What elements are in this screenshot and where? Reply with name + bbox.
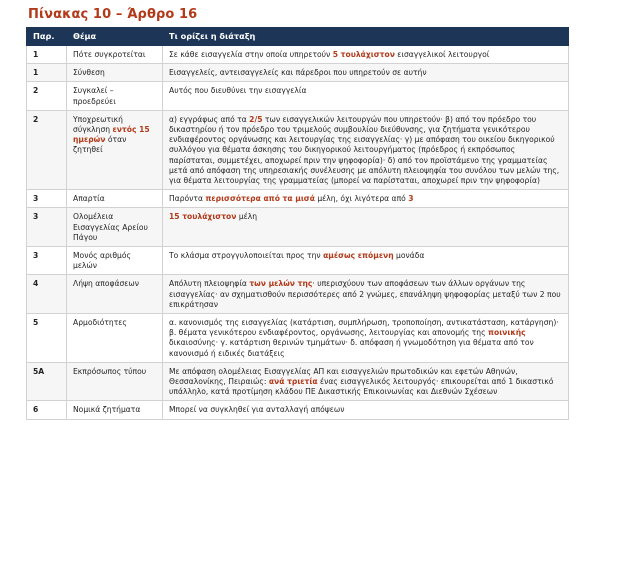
text-segment: Νομικά ζητήματα xyxy=(73,405,141,415)
text-segment: δικαιοσύνης· γ. κατάρτιση θερινών τμημάτων· δ. απόφαση ή γνωμοδότηση για θέματα από τον κανονισμό ή ειδικές διατάξεις xyxy=(169,338,534,358)
cell-topic xyxy=(67,46,163,64)
text-segment: μονάδα xyxy=(393,251,425,261)
cell-par: 5 xyxy=(27,314,67,363)
cell-par: 2 xyxy=(27,110,67,189)
highlighted-text: 15 τουλάχιστον xyxy=(169,212,237,222)
cell-provision xyxy=(163,110,569,189)
highlighted-text: 2/5 xyxy=(249,114,263,124)
cell-topic xyxy=(67,190,163,208)
text-segment: Με απόφαση ολομέλειας Εισαγγελίας ΑΠ και εισαγγελιών πρωτοδικών και εφετών Αθηνών, Θεσσαλονίκης, Πειραιώς: xyxy=(169,366,518,387)
table-row xyxy=(27,362,569,401)
table-row xyxy=(27,190,569,208)
header-provision: Τι ορίζει η διάταξη xyxy=(163,28,569,46)
cell-provision xyxy=(163,247,569,275)
cell-provision xyxy=(163,190,569,208)
cell-topic xyxy=(67,82,163,110)
highlighted-text: αμέσως επόμενη xyxy=(323,251,394,261)
table-row xyxy=(27,110,569,189)
header-par: Παρ. xyxy=(27,28,67,46)
text-segment: Μονός αριθμός μελών xyxy=(73,251,131,271)
text-segment: Απόλυτη πλειοψηφία xyxy=(169,279,250,289)
cell-topic xyxy=(67,275,163,314)
text-segment: Μπορεί να συγκληθεί για ανταλλαγή απόψεων xyxy=(169,405,345,415)
cell-topic xyxy=(67,314,163,363)
cell-par: 3 xyxy=(27,190,67,208)
header-topic: Θέμα xyxy=(67,28,163,46)
cell-topic xyxy=(67,110,163,189)
table-row xyxy=(27,208,569,247)
text-segment: ένας εισαγγελικός λειτουργός· επικουρείται από 1 δικαστικό υπάλληλο, κατά προτίμηση κλάδου ΠΕ Δικαστικής Επικοινωνίας και Διεθνών Σχέσεων xyxy=(169,377,554,397)
highlighted-text: ποινικής xyxy=(488,328,526,338)
highlighted-text: 5 τουλάχιστον xyxy=(332,50,395,59)
cell-provision xyxy=(163,314,569,363)
cell-topic xyxy=(67,208,163,247)
text-segment: Συγκαλεί – προεδρεύει xyxy=(73,86,116,106)
cell-provision xyxy=(163,275,569,314)
cell-provision xyxy=(163,362,569,401)
provisions-table xyxy=(26,27,569,420)
cell-par: 4 xyxy=(27,275,67,314)
cell-provision xyxy=(163,46,569,64)
text-segment: Λήψη αποφάσεων xyxy=(73,279,140,289)
text-segment: Εισαγγελείς, αντεισαγγελείς και πάρεδροι που υπηρετούν σε αυτήν xyxy=(169,68,427,78)
text-segment: Σε κάθε εισαγγελία στην οποία υπηρετούν xyxy=(169,50,333,59)
cell-par: 5Α xyxy=(27,362,67,401)
text-segment: Απαρτία xyxy=(73,194,105,204)
cell-topic xyxy=(67,401,163,419)
table-row xyxy=(27,82,569,110)
text-segment: Υποχρεωτική σύγκληση xyxy=(73,114,123,135)
table-row xyxy=(27,247,569,275)
highlighted-text: 3 xyxy=(408,194,414,204)
cell-topic xyxy=(67,64,163,82)
text-segment: Αρμοδιότητες xyxy=(73,318,127,328)
highlighted-text: ανά τριετία xyxy=(268,377,318,387)
cell-par: 2 xyxy=(27,82,67,110)
text-segment: α. κανονισμός της εισαγγελίας (κατάρτιση, συμπλήρωση, τροποποίηση, αντικατάσταση, κατάργηση)· β. θέματα γενικότερου ενδιαφέροντος, οργάνωσης, λειτουργίας και απονομής της xyxy=(169,318,559,338)
cell-topic xyxy=(67,362,163,401)
text-segment: Σύνθεση xyxy=(73,68,105,78)
cell-provision xyxy=(163,82,569,110)
text-segment: μέλη xyxy=(236,212,258,222)
highlighted-text: εντός 15 ημερών xyxy=(73,125,150,145)
cell-provision xyxy=(163,401,569,419)
page-title: Πίνακας 10 – Άρθρο 16 xyxy=(28,7,198,22)
cell-par: 3 xyxy=(27,247,67,275)
cell-par: 3 xyxy=(27,208,67,247)
cell-par: 6 xyxy=(27,401,67,419)
text-segment: όταν ζητηθεί xyxy=(73,135,127,155)
table-body xyxy=(27,46,569,420)
text-segment: εισαγγελικοί λειτουργοί xyxy=(394,50,490,59)
text-segment: Το κλάσμα στρογγυλοποιείται προς την xyxy=(169,251,324,261)
highlighted-text: των μελών της xyxy=(249,279,313,289)
table-row xyxy=(27,314,569,363)
text-segment: Παρόντα xyxy=(169,194,206,204)
text-segment: Εκπρόσωπος τύπου xyxy=(73,366,147,376)
table-row xyxy=(27,275,569,314)
cell-provision xyxy=(163,64,569,82)
table-row xyxy=(27,401,569,419)
text-segment: · υπερισχύουν των αποφάσεων των άλλων οργάνων της εισαγγελίας· αν σχηματισθούν περισσότερες από 2 γνώμες, επανάληψη ψηφοφορίας μεταξύ των 2 που επικράτησαν xyxy=(169,279,561,309)
cell-provision xyxy=(163,208,569,247)
cell-topic xyxy=(67,247,163,275)
text-segment: των εισαγγελικών λειτουργών που υπηρετούν· β) από τον πρόεδρο του δικαστηρίου ή τον πρόεδρο του τριμελούς συμβουλίου διεύθυνσης, για ζητήματα γενικότερου ενδιαφέροντος οργάνωσης και λειτουργίας της εισαγγελίας· γ) με απόφαση του οικείου δικηγορικού συλλόγου για θέματα άσκησης του δικηγορικού λειτουργήματος (πρόεδρος ή εκπρόσωπος παρίσταται, συμμετέχει, αποχωρεί πριν την ψηφοφορία)· δ) από τον προϊστάμενο της γραμματείας μετά από απόφαση της υπηρεσιακής συνέλευσης με απόλυτη πλειοψηφία του συνόλου των μελών της, για θέματα λειτουργίας της γραμματείας (μπορεί να παρίσταται, αποχωρεί πριν την ψηφοφορία) xyxy=(169,114,560,186)
table-header-row xyxy=(27,28,569,46)
table-row xyxy=(27,64,569,82)
table-row xyxy=(27,46,569,64)
text-segment: α) εγγράφως από τα xyxy=(169,114,250,124)
text-segment: Ολομέλεια Εισαγγελίας Αρείου Πάγου xyxy=(73,212,148,242)
text-segment: μέλη, όχι λιγότερα από xyxy=(314,194,409,204)
highlighted-text: περισσότερα από τα μισά xyxy=(205,194,315,204)
text-segment: Αυτός που διευθύνει την εισαγγελία xyxy=(169,86,307,96)
text-segment: Πότε συγκροτείται xyxy=(73,50,146,59)
cell-par: 1 xyxy=(27,46,67,64)
cell-par: 1 xyxy=(27,64,67,82)
